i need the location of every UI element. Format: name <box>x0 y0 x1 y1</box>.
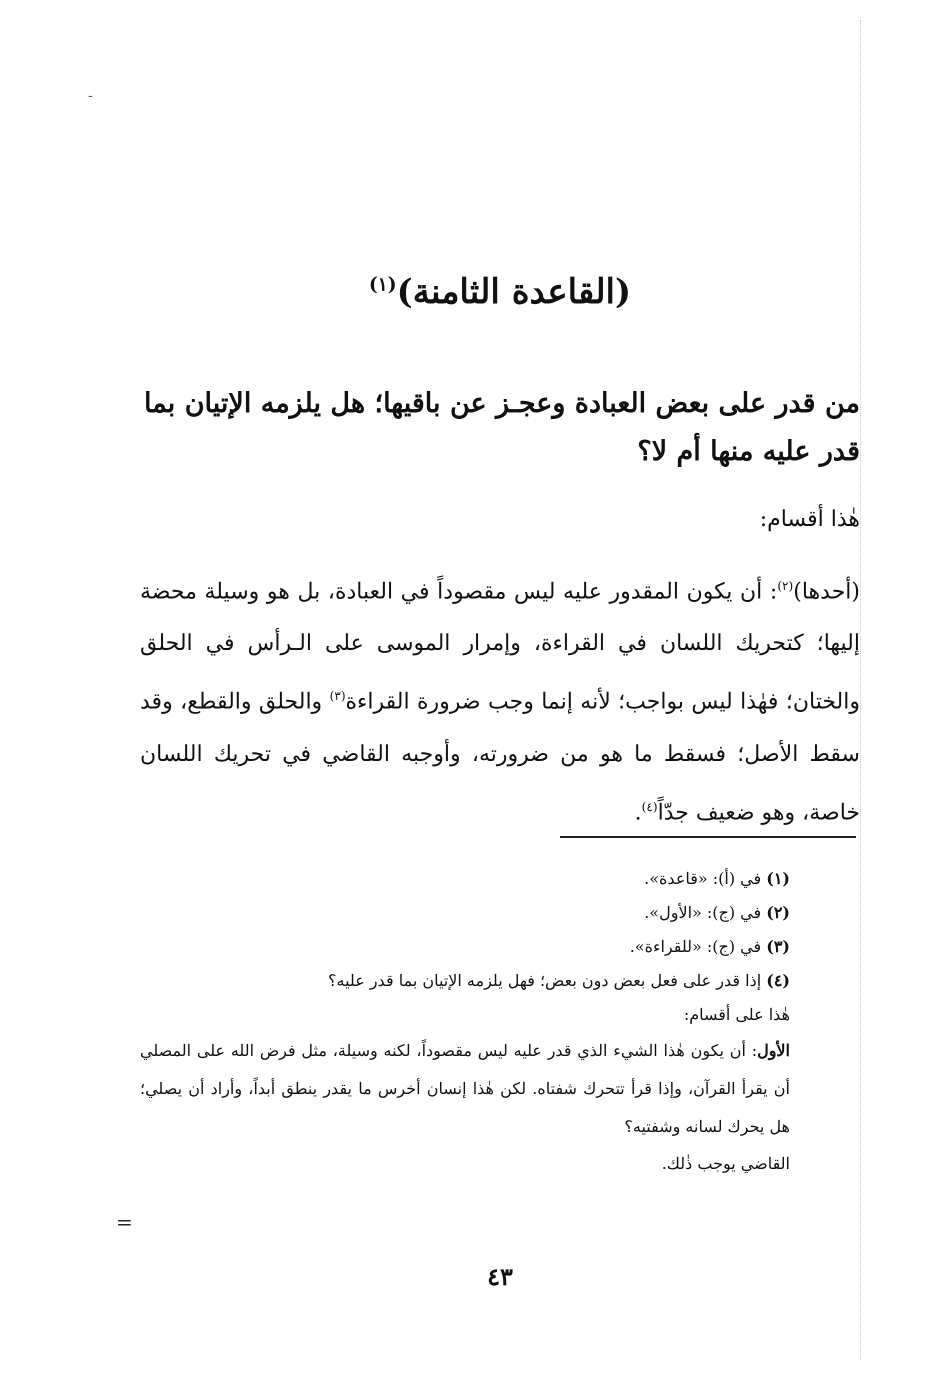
footnote-text: في (ج): «الأول». <box>644 903 767 922</box>
footnote-number: (٣) <box>766 937 790 956</box>
footnote-4-lead: الأول <box>757 1041 790 1060</box>
footnote-4-last: القاضي يوجب ذٰلك. <box>661 1154 790 1173</box>
footnote-separator <box>560 836 856 838</box>
scan-edge-line <box>860 20 861 1360</box>
footnote-text: في (ج): «للقراءة». <box>629 937 767 956</box>
footnote-text: في (أ): «قاعدة». <box>644 869 767 888</box>
paragraph-text-1: : أن يكون المقدور عليه ليس مقصوداً في العبادة، بل هو وسيلة محضة إليها؛ كتحريك اللسان في القراءة، وإمرار الموسى على الـرأس في الحلق والختان؛ فهٰذا ليس بواجب؛ لأنه إنما وجب ضرورة القراءة <box>140 579 860 715</box>
footnote-4 <box>140 964 860 998</box>
footnote-number: (٤) <box>766 971 790 990</box>
paragraph-lead: (أحدها) <box>793 579 860 605</box>
footnote-number: (٢) <box>766 903 790 922</box>
title-footnote-ref: (١) <box>368 273 397 296</box>
main-paragraph <box>140 560 860 839</box>
footnote-1 <box>140 862 860 896</box>
intro-line: هٰذا أقسام: <box>759 507 860 532</box>
chapter-title-text: (القاعدة الثامنة) <box>396 272 632 312</box>
chapter-title <box>140 272 860 312</box>
footnotes <box>140 862 860 1182</box>
footnote-text: إذا قدر على فعل بعض دون بعض؛ فهل يلزمه الإتيان بما قدر عليه؟ <box>328 971 767 990</box>
paragraph-text-2: والحلق والقطع، وقد سقط الأصل؛ فسقط ما هو من ضرورته، وأوجبه القاضي في تحريك اللسان خاصة، وهو ضعيف جدّاً <box>140 689 860 825</box>
footnote-number: (١) <box>766 869 790 888</box>
page-number: ٤٣ <box>487 1262 513 1291</box>
footnote-ref-4: (٤) <box>641 799 658 814</box>
footnote-4-intro: هٰذا على أقسام: <box>683 1005 790 1024</box>
footnote-3 <box>140 930 860 964</box>
footnote-4-body <box>140 1032 860 1146</box>
footnote-ref-3: (٣) <box>329 689 346 704</box>
stray-dash-mark: - <box>88 88 93 104</box>
footnote-4-text: : أن يكون هٰذا الشيء الذي قدر عليه ليس مقصوداً، لكنه وسيلة، مثل فرض الله على المصلي أن يقرأ القرآن، وإذا قرأ تتحرك شفتاه. لكن هٰذا إنسان أخرس ما يقدر ينطق أبداً، وأراد أن يصلي؛ هل يحرك لسانه وشفتيه؟ <box>140 1041 791 1136</box>
rule-question: من قدر على بعض العبادة وعجـز عن باقيها؛ هل يلزمه الإتيان بما قدر عليه منها أم لا؟ <box>143 388 860 467</box>
footnote-2 <box>140 896 860 930</box>
continuation-mark: = <box>116 1210 133 1234</box>
footnote-ref-2: (٢) <box>777 579 794 593</box>
paragraph-end: . <box>634 799 642 825</box>
